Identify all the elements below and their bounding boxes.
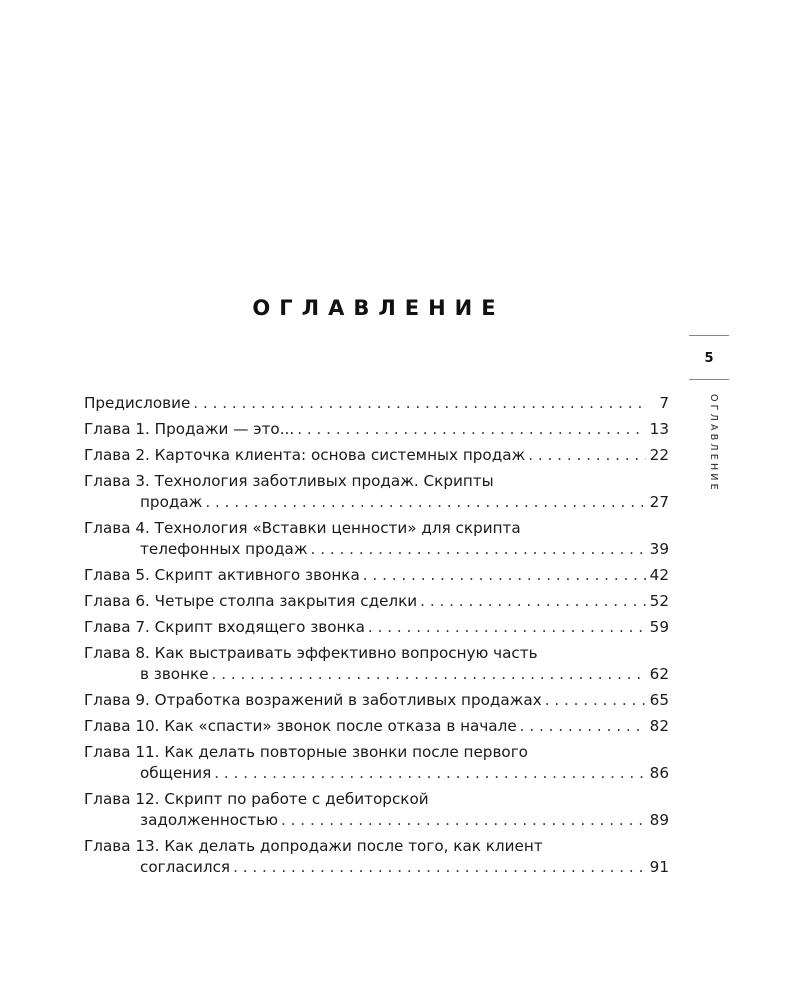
toc-entry-page-number: 82 [649,717,669,735]
toc-entry-page-number: 62 [649,665,669,683]
toc-entry-line [84,393,669,414]
toc-entry-line [84,789,669,810]
side-rule-top [689,335,729,336]
toc-entry-page-number: 86 [649,764,669,782]
toc-entry-page-number: 13 [649,420,669,438]
toc-entry-page-number: 42 [649,566,669,584]
toc-entry-page-number: 65 [649,691,669,709]
toc-entry-line [84,419,669,440]
toc-dot-leader [297,419,646,440]
toc-entry-line [84,591,669,612]
toc-entry-title: телефонных продаж [140,540,308,558]
toc-entry-continuation [84,857,669,878]
side-rule-bottom [689,379,729,380]
toc-dot-leader [212,664,646,685]
toc-entry-continuation [84,810,669,831]
toc-entry [84,419,669,440]
toc-entry-title: Глава 12. Скрипт по работе с дебиторской [84,790,429,808]
toc-entry-title: Глава 3. Технология заботливых продаж. Скрипты [84,472,494,490]
toc-entry-title: Глава 4. Технология «Вставки ценности» для скрипта [84,519,521,537]
toc-entry-title: задолженностью [140,811,278,829]
toc-entry-line [84,617,669,638]
toc-entry [84,518,669,560]
toc-dot-leader [520,716,646,737]
toc-dot-leader [368,617,646,638]
toc-dot-leader [311,539,646,560]
toc-entry-title: Глава 6. Четыре столпа закрытия сделки [84,592,418,610]
toc-entry-line [84,716,669,737]
toc-entry-page-number: 39 [649,540,669,558]
toc-dot-leader [281,810,646,831]
toc-dot-leader [363,565,646,586]
toc-entry-title: Глава 7. Скрипт входящего звонка [84,618,365,636]
toc-entry [84,471,669,513]
toc-entry-line [84,471,669,492]
toc-entry-line [84,836,669,857]
toc-entry [84,445,669,466]
toc-entry-page-number: 22 [649,446,669,464]
toc-entry [84,716,669,737]
toc-entry-title: Глава 5. Скрипт активного звонка [84,566,360,584]
toc-entry-page-number: 59 [649,618,669,636]
toc-entry-title: Глава 13. Как делать допродажи после того, как клиент [84,837,543,855]
toc-entry-title: Предисловие [84,394,191,412]
toc-entry [84,617,669,638]
toc-entry [84,393,669,414]
toc-entry-title: в звонке [140,665,209,683]
toc-entry-continuation [84,664,669,685]
toc-entry-line [84,565,669,586]
toc-dot-leader [420,591,646,612]
toc-entry-continuation [84,492,669,513]
toc-entry-page-number: 7 [659,394,669,412]
toc-dot-leader [545,690,646,711]
toc-entry-title: Глава 11. Как делать повторные звонки после первого [84,743,528,761]
toc-entry-page-number: 27 [649,493,669,511]
toc-dot-leader [528,445,646,466]
toc-dot-leader [205,492,646,513]
toc-entry-title: Глава 9. Отработка возражений в заботливых продажах [84,691,542,709]
side-running-head: ОГЛАВЛЕНИЕ [708,394,719,493]
toc-entry-title: Глава 8. Как выстраивать эффективно вопросную часть [84,644,538,662]
toc-entry [84,591,669,612]
toc-entry-title: общения [140,764,212,782]
toc-dot-leader [214,763,646,784]
toc-entry-page-number: 89 [649,811,669,829]
toc-entry-line [84,643,669,664]
toc-entry [84,690,669,711]
toc-entry-title: Глава 2. Карточка клиента: основа системных продаж [84,446,526,464]
side-page-number: 5 [704,351,714,366]
toc-entry [84,742,669,784]
page-title: ОГЛАВЛЕНИЕ [252,296,505,320]
toc-entry [84,789,669,831]
toc-entry-continuation [84,763,669,784]
toc-dot-leader [193,393,646,414]
toc-entry [84,643,669,685]
toc-entry-title: Глава 1. Продажи — это... [84,420,295,438]
toc-entry [84,836,669,878]
toc-entry-continuation [84,539,669,560]
toc-entry-line [84,690,669,711]
toc-entry-title: продаж [140,493,203,511]
toc-entry-line [84,742,669,763]
toc-dot-leader [233,857,646,878]
table-of-contents [84,393,669,883]
toc-entry-title: Глава 10. Как «спасти» звонок после отказа в начале [84,717,517,735]
toc-entry-line [84,518,669,539]
toc-entry-line [84,445,669,466]
toc-entry [84,565,669,586]
toc-entry-page-number: 91 [649,858,669,876]
toc-entry-page-number: 52 [649,592,669,610]
toc-entry-title: согласился [140,858,231,876]
